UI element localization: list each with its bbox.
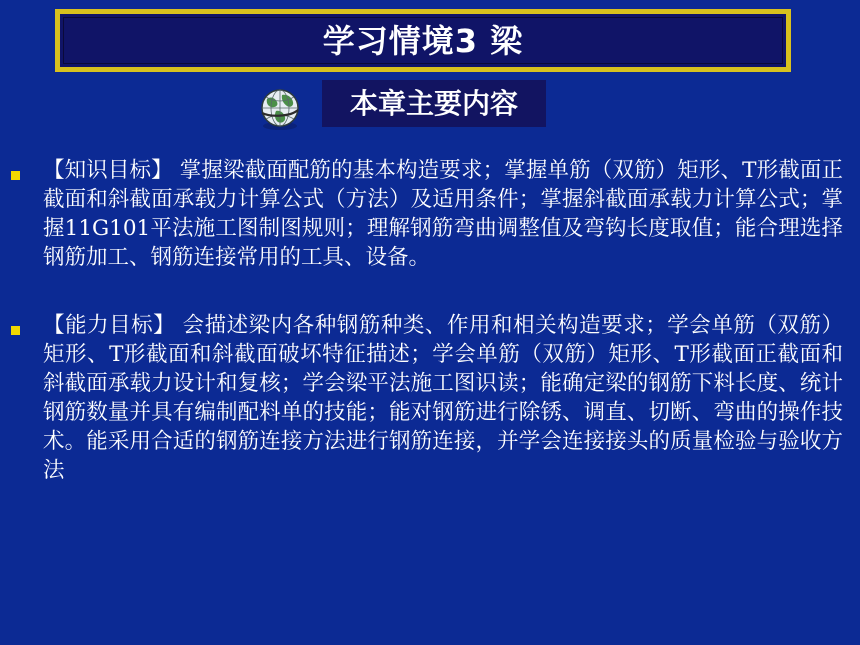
subtitle-box <box>322 80 546 127</box>
bullet-text: 【能力目标】 会描述梁内各种钢筋种类、作用和相关构造要求；学会单筋（双筋）矩形、T形截面和斜截面破坏特征描述；学会单筋（双筋）矩形、T形截面正截面和斜截面承载力设计和复核；学会梁平法施工图识读；能确定梁的钢筋下料长度、统计钢筋数量并具有编制配料单的技能；能对钢筋进行除锈、调直、切断、弯曲的操作技术。能采用合适的钢筋连接方法进行钢筋连接，并学会连接接头的质量检验与验收方法 <box>43 313 843 483</box>
slide-title: 学习情境3 梁 <box>322 21 524 60</box>
bullet-square-icon <box>11 326 20 335</box>
bullet-text: 【知识目标】 掌握梁截面配筋的基本构造要求；掌握单筋（双筋）矩形、T形截面正截面和斜截面承载力计算公式（方法）及适用条件；掌握斜截面承载力计算公式；掌握11G101平法施工图制图规则；理解钢筋弯曲调整值及弯钩长度取值；能合理选择钢筋加工、钢筋连接常用的工具、设备。 <box>43 158 843 270</box>
globe-icon <box>256 86 304 132</box>
bullet-square-icon <box>11 171 20 180</box>
bullet-knowledge-goals <box>11 156 845 272</box>
bullet-ability-goals <box>11 311 845 485</box>
slide-subtitle: 本章主要内容 <box>349 86 518 120</box>
title-box <box>55 9 791 72</box>
